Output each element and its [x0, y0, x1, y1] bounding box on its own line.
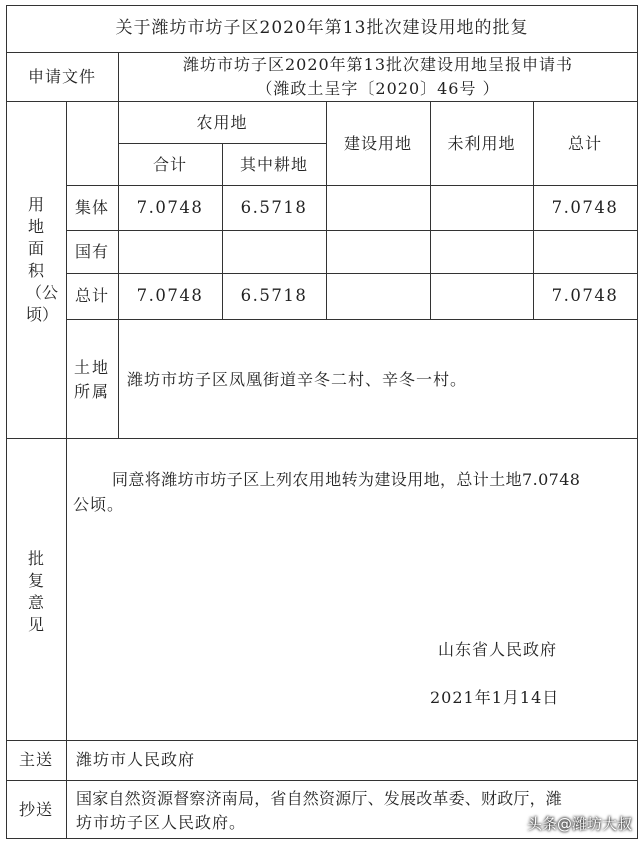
- header-construction-land: 建设用地: [343, 134, 412, 153]
- copy-line2: 坊市坊子区人民政府。: [76, 813, 247, 832]
- rule-below-application: [6, 101, 638, 102]
- border-top: [6, 5, 638, 6]
- location-value: 潍坊市坊子区凤凰街道辛冬二村、辛冬一村。: [127, 370, 468, 389]
- application-label: 申请文件: [27, 67, 96, 86]
- approval-label: 批复意见: [27, 549, 44, 634]
- header-total: 总计: [567, 134, 602, 153]
- application-title: 潍坊市坊子区2020年第13批次建设用地呈报申请书: [182, 55, 574, 74]
- col-row-labels: [118, 101, 119, 439]
- header-subtotal: 合计: [152, 155, 187, 174]
- rule-row1-bottom: [66, 230, 638, 231]
- border-right: [637, 5, 638, 839]
- rule-below-main-send: [6, 780, 638, 781]
- total-subtotal: 7.0748: [136, 286, 204, 305]
- rule-row3-bottom: [66, 319, 638, 320]
- header-unused-land: 未利用地: [447, 134, 516, 153]
- col-approval-label: [66, 438, 67, 839]
- copy-line1: 国家自然资源督察济南局，省自然资源厅、发展改革委、财政厅，潍: [76, 789, 563, 808]
- border-left: [6, 5, 7, 839]
- application-ref: （潍政土呈字〔2020〕46号 ）: [256, 79, 500, 98]
- total-arable: 6.5718: [240, 286, 308, 305]
- rule-below-area: [6, 438, 638, 439]
- approval-text-line2: 公顷。: [73, 495, 125, 514]
- issue-date: 2021年1月14日: [430, 688, 560, 707]
- main-send-label: 主送: [18, 750, 53, 769]
- main-send-value: 潍坊市人民政府: [76, 750, 196, 769]
- header-arable: 其中耕地: [239, 155, 308, 174]
- area-label: 用地面积（公顷）: [26, 195, 59, 324]
- row-label-total: 总计: [74, 286, 109, 305]
- header-farm-land: 农用地: [196, 113, 248, 132]
- row-label-collective: 集体: [74, 198, 109, 217]
- approval-text-line1: 同意将潍坊市坊子区上列农用地转为建设用地，总计土地7.0748: [112, 470, 581, 489]
- location-label: 土地所属: [74, 358, 111, 401]
- border-bottom: [6, 838, 638, 839]
- rule-row2-bottom: [66, 273, 638, 274]
- col-left-labels: [66, 101, 67, 439]
- watermark: 头条@潍坊大叔: [526, 815, 632, 833]
- collective-total: 7.0748: [551, 198, 619, 217]
- total-total: 7.0748: [551, 286, 619, 305]
- document-title: 关于潍坊市坊子区2020年第13批次建设用地的批复: [115, 18, 529, 38]
- rule-header-bottom: [66, 185, 638, 186]
- collective-arable: 6.5718: [240, 198, 308, 217]
- collective-subtotal: 7.0748: [136, 198, 204, 217]
- issuer: 山东省人民政府: [438, 640, 558, 659]
- row-label-state: 国有: [74, 242, 109, 261]
- rule-below-title: [6, 52, 638, 53]
- copy-label: 抄送: [18, 800, 53, 819]
- rule-below-approval: [6, 740, 638, 741]
